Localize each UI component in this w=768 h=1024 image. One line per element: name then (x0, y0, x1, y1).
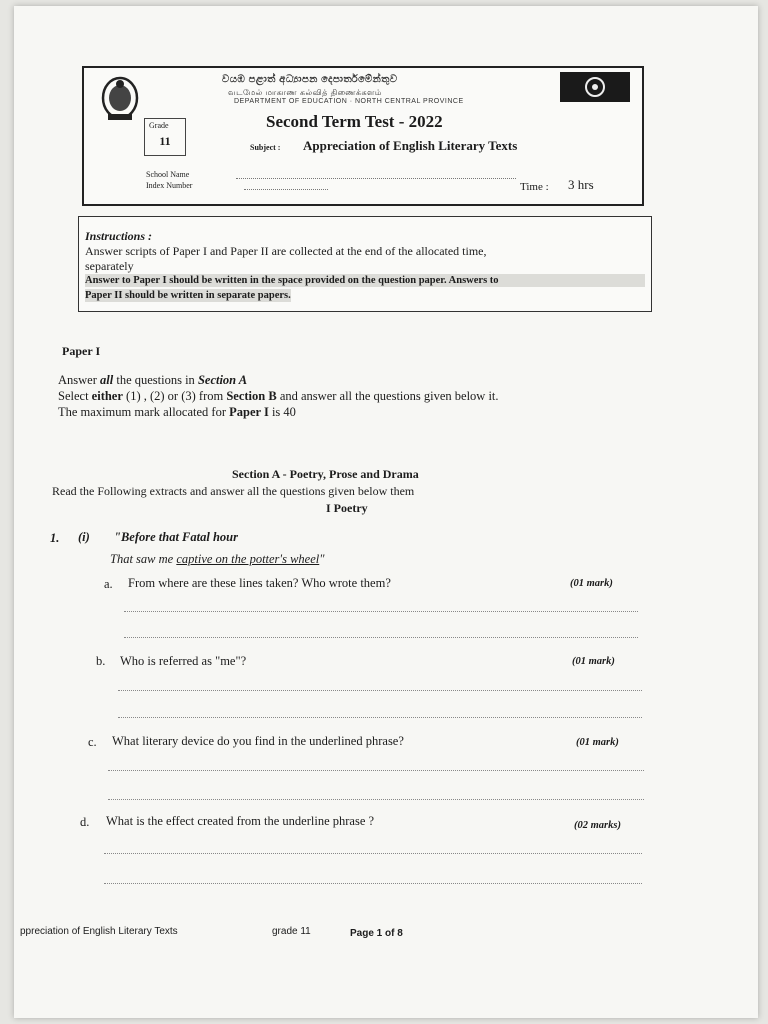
poetry-subheading: I Poetry (326, 501, 368, 515)
quote-line-1: "Before that Fatal hour (114, 530, 238, 544)
question-part: (i) (78, 530, 90, 544)
text-fragment: (1) , (2) or (3) from (122, 389, 227, 403)
footer-grade: grade 11 (272, 926, 311, 937)
school-name-field[interactable] (236, 178, 516, 179)
answer-line[interactable] (124, 611, 638, 612)
text-fragment: That saw me (110, 552, 177, 566)
time-value: 3 hrs (568, 177, 594, 192)
test-title: Second Term Test - 2022 (266, 112, 443, 131)
index-number-field[interactable] (244, 189, 328, 190)
answer-line[interactable] (108, 799, 644, 800)
time-label: Time : (520, 181, 549, 193)
text-fragment: The maximum mark allocated for (58, 405, 230, 419)
question-number: 1. (50, 531, 60, 545)
text-fragment: " (319, 552, 325, 566)
department-logo-icon (560, 72, 630, 102)
subquestion-c-marks: (01 mark) (576, 737, 619, 748)
subject-label: Subject : (250, 143, 281, 152)
grade-value: 11 (159, 134, 171, 148)
underlined-phrase: captive on the potter's wheel (176, 552, 320, 566)
emphasis-all: all (100, 373, 114, 387)
instructions-line-4: Paper II should be written in separate papers. (85, 290, 291, 301)
school-name-label: School Name (146, 170, 190, 179)
subquestion-a-marks: (01 mark) (570, 578, 613, 589)
subquestion-c-text: What literary device do you find in the underlined phrase? (112, 734, 404, 748)
grade-label: Grade (149, 121, 169, 130)
subquestion-a-text: From where are these lines taken? Who wrote them? (128, 576, 391, 590)
footer-subject: ppreciation of English Literary Texts (20, 926, 178, 937)
section-a-heading: Section A - Poetry, Prose and Drama (232, 467, 419, 481)
subquestion-c-label: c. (88, 735, 97, 749)
grade-box (144, 118, 186, 156)
subquestion-b-marks: (01 mark) (572, 656, 615, 667)
answer-line[interactable] (104, 883, 642, 884)
instructions-line-1: Answer scripts of Paper I and Paper II are collected at the end of the allocated time, (85, 244, 487, 258)
subquestion-d-marks: (02 marks) (574, 820, 621, 831)
answer-line[interactable] (108, 770, 644, 771)
text-fragment: and answer all the questions given below it. (276, 389, 499, 403)
text-fragment: Select (58, 389, 92, 403)
emphasis-section-a: Section A (197, 373, 248, 387)
paper-1-instruction-2 (58, 389, 499, 404)
section-a-instruction: Read the Following extracts and answer all the questions given below them (52, 484, 415, 498)
instructions-line-2: separately (85, 259, 134, 273)
subject-title: Appreciation of English Literary Texts (303, 138, 518, 153)
instructions-line-3: Answer to Paper I should be written in the space provided on the question paper. Answers to (85, 274, 645, 287)
emphasis-paper-1: Paper I (229, 405, 269, 419)
crest-emblem-icon (100, 76, 140, 122)
text-fragment: Answer (58, 373, 101, 387)
paper-1-instruction-1 (58, 373, 247, 388)
paper-1-instruction-3 (58, 405, 296, 420)
answer-line[interactable] (118, 690, 642, 691)
department-sinhala-line: වයඹ පළාත් අධ්‍යාපන දෙපාර්තමේන්තුව (222, 74, 398, 85)
department-english-line: DEPARTMENT OF EDUCATION · NORTH CENTRAL PROVINCE (234, 98, 464, 105)
footer-page-number: Page 1 of 8 (350, 928, 403, 939)
subquestion-b-text: Who is referred as "me"? (120, 654, 247, 668)
department-tamil-line: வடமேல் மாகாண கல்வித் திணைக்களம் (228, 88, 382, 97)
emphasis-either: either (91, 389, 123, 403)
answer-line[interactable] (118, 717, 642, 718)
index-number-label: Index Number (146, 181, 193, 190)
subquestion-b-label: b. (96, 654, 106, 668)
subquestion-d-label: d. (80, 815, 90, 829)
subquestion-a-label: a. (104, 577, 113, 591)
instructions-box (78, 216, 652, 312)
instructions-title: Instructions : (85, 229, 153, 243)
answer-line[interactable] (104, 853, 642, 854)
text-fragment: is 40 (268, 405, 296, 419)
emphasis-section-b: Section B (226, 389, 277, 403)
subquestion-d-text: What is the effect created from the underline phrase ? (106, 814, 375, 828)
text-fragment: the questions in (113, 373, 198, 387)
paper-1-heading: Paper I (62, 344, 101, 358)
quote-line-2 (110, 552, 325, 567)
answer-line[interactable] (124, 637, 638, 638)
